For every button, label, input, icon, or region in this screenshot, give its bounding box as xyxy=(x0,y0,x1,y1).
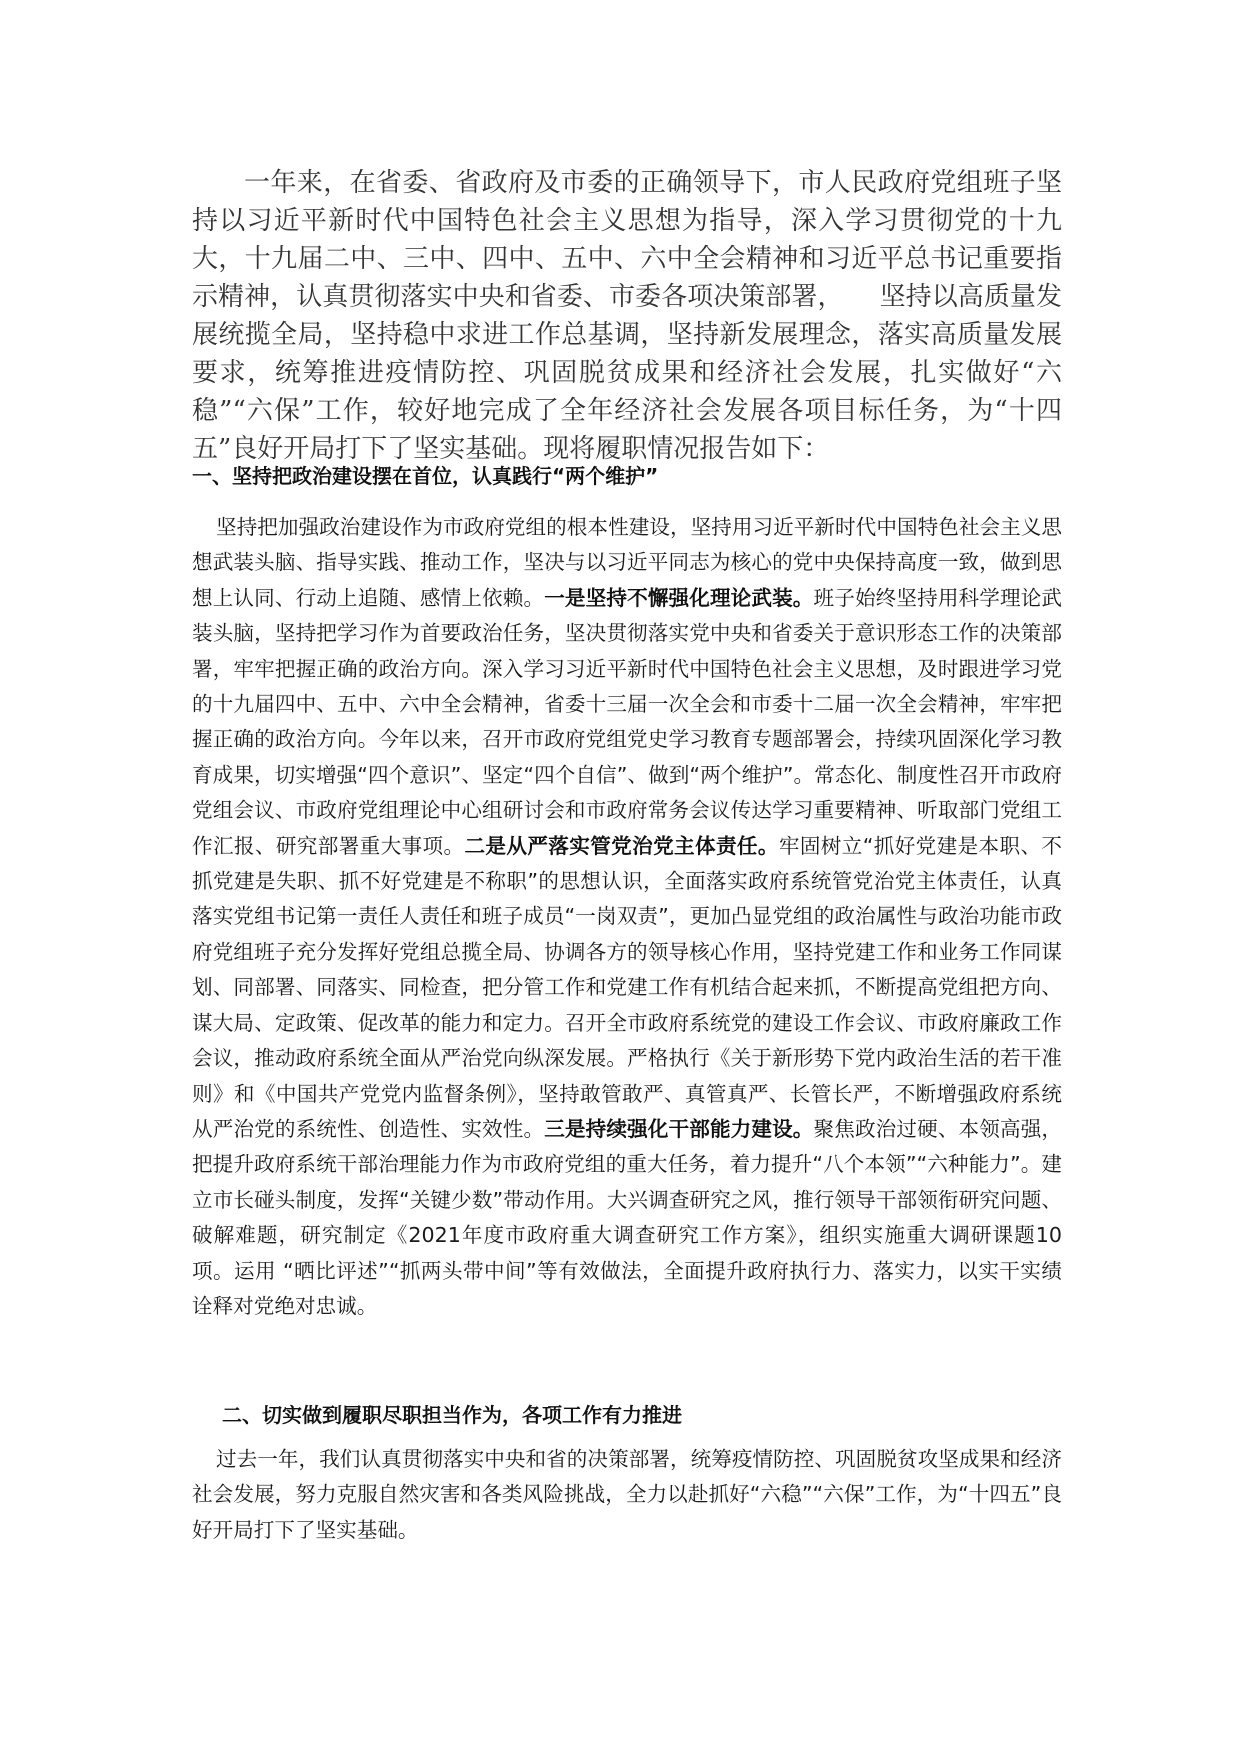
section-1-heading: 一、坚持把政治建设摆在首位，认真践行“两个维护” xyxy=(192,464,659,488)
section-1-bold-point-1: 一是坚持不懈强化理论武装。 xyxy=(544,585,814,610)
section-1-text-4: 聚焦政治过硬、本领高强，把提升政府系统干部治理能力作为市政府党组的重大任务，着力提升“八个本领”“六种能力”。建立市长碰头制度，发挥“关键少数”带动作用。大兴调查研究之风，推行领导干部领衔研究问题、破解难题，研究制定《2021年度市政府重大调查研究工作方案》，组织实施重大调研课题10项。运用 “晒比评述”“抓两头带中间”等有效做法，全面提升政府执行力、落实力，以实干实绩诠释对党绝对忠诚。 xyxy=(192,1116,1063,1318)
section-1-paragraph xyxy=(192,510,1062,1324)
section-1-text-3: 牢固树立“抓好党建是本职、不抓党建是失职、抓不好党建是不称职”的思想认识，全面落实政府系统管党治党主体责任，认真落实党组书记第一责任人责任和班子成员“一岗双责”，更加凸显党组的政治属性与政治功能市政府党组班子充分发挥好党组总揽全局、协调各方的领导核心作用，坚持党建工作和业务工作同谋划、同部署、同落实、同检查，把分管工作和党建工作有机结合起来抓，不断提高党组把方向、谋大局、定政策、促改革的能力和定力。召开全市政府系统党的建设工作会议、市政府廉政工作会议，推动政府系统全面从严治党向纵深发展。严格执行《关于新形势下党内政治生活的若干准则》和《中国共产党党内监督条例》，坚持敢管敢严、真管真严、长管长严，不断增强政府系统从严治党的系统性、创造性、实效性。 xyxy=(192,833,1062,1141)
section-1-bold-point-2: 二是从严落实管党治党主体责任。 xyxy=(464,833,779,858)
section-1-bold-point-3: 三是持续强化干部能力建设。 xyxy=(544,1116,814,1141)
section-2-heading: 二、切实做到履职尽职担当作为，各项工作有力推进 xyxy=(222,1403,682,1427)
intro-text-part2: 坚持以高质量发展统揽全局，坚持稳中求进工作总基调，坚持新发展理念，落实高质量发展要求，统筹推进疫情防控、巩固脱贫成果和经济社会发展，扎实做好“六稳”“六保”工作，较好地完成了全年经济社会发展各项目标任务，为“十四五”良好开局打下了坚实基础。现将履职情况报告如下： xyxy=(192,282,1062,464)
intro-text-part1: 一年来，在省委、省政府及市委的正确领导下，市人民政府党组班子坚持以习近平新时代中国特色社会主义思想为指导，深入学习贯彻党的十九大，十九届二中、三中、四中、五中、六中全会精神和习近平总书记重要指示精神，认真贯彻落实中央和省委、市委各项决策部署， xyxy=(192,168,1062,312)
section-1-text-2: 班子始终坚持用科学理论武装头脑，坚持把学习作为首要政治任务，坚决贯彻落实党中央和省委关于意识形态工作的决策部署，牢牢把握正确的政治方向。深入学习习近平新时代中国特色社会主义思想，及时跟进学习党的十九届四中、五中、六中全会精神，省委十三届一次全会和市委十二届一次全会精神，牢牢把握正确的政治方向。今年以来，召开市政府党组党史学习教育专题部署会，持续巩固深化学习教育成果，切实增强“四个意识”、坚定“四个自信”、做到“两个维护”。常态化、制度性召开市政府党组会议、市政府党组理论中心组研讨会和市政府常务会议传达学习重要精神、听取部门党组工作汇报、研究部署重大事项。 xyxy=(192,585,1063,858)
section-1-text-1: 坚持把加强政治建设作为市政府党组的根本性建设，坚持用习近平新时代中国特色社会主义思想武装头脑、指导实践、推动工作，坚决与以习近平同志为核心的党中央保持高度一致，做到思想上认同、行动上追随、感情上依赖。 xyxy=(192,515,1062,610)
section-2-paragraph: 过去一年，我们认真贯彻落实中央和省的决策部署，统筹疫情防控、巩固脱贫攻坚成果和经济社会发展，努力克服自然灾害和各类风险挑战，全力以赴抓好“六稳”“六保”工作，为“十四五”良好开局打下了坚实基础。 xyxy=(192,1447,1062,1542)
intro-paragraph xyxy=(192,164,1062,468)
